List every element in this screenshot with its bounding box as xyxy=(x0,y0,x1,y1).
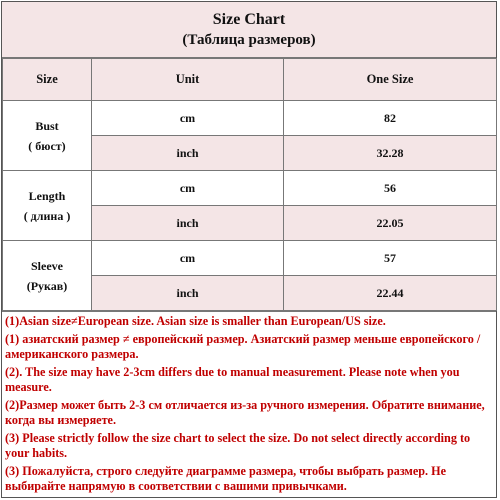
value-cell: 57 xyxy=(284,241,497,276)
size-label-bust xyxy=(3,101,92,171)
unit-cell: inch xyxy=(92,136,284,171)
notes-section xyxy=(2,311,496,494)
value-cell: 22.44 xyxy=(284,276,497,311)
size-label: Length xyxy=(28,188,66,203)
note-3-en: (3) Please strictly follow the size chart to select the size. Do not select directly according to your habits. xyxy=(5,431,471,460)
note-2-ru: (2)Размер может быть 2-3 см отличается из-за ручного измерения. Обратите внимание, когда вы измеряете. xyxy=(5,398,485,427)
unit-cell: inch xyxy=(92,276,284,311)
table-row xyxy=(3,241,497,276)
size-label-ru: (Рукав) xyxy=(26,278,68,293)
value-cell: 32.28 xyxy=(284,136,497,171)
note-1-ru: (1) азиатский размер ≠ европейский размер. Азиатский размер меньше европейского / американского размера. xyxy=(5,332,481,361)
note-1-en: (1)Asian size≠European size. Asian size is smaller than European/US size. xyxy=(5,314,386,328)
value-cell: 82 xyxy=(284,101,497,136)
value-cell: 56 xyxy=(284,171,497,206)
chart-title: Size Chart xyxy=(212,10,286,28)
unit-cell: cm xyxy=(92,241,284,276)
size-label-ru: ( бюст) xyxy=(28,138,66,153)
note-3-ru: (3) Пожалуйста, строго следуйте диаграмме размера, чтобы выбрать размер. Не выбирайте напрямую в соответствии с вашими привычками. xyxy=(5,464,447,493)
size-table xyxy=(2,58,497,311)
size-label-length xyxy=(3,171,92,241)
header-unit: Unit xyxy=(92,59,284,101)
unit-cell: inch xyxy=(92,206,284,241)
chart-subtitle: (Таблица размеров) xyxy=(182,31,316,48)
size-chart xyxy=(1,1,497,498)
value-cell: 22.05 xyxy=(284,206,497,241)
unit-cell: cm xyxy=(92,101,284,136)
size-label-sleeve xyxy=(3,241,92,311)
size-label: Bust xyxy=(35,118,59,133)
size-label: Sleeve xyxy=(31,258,63,273)
table-header-row xyxy=(3,59,497,101)
table-row xyxy=(3,101,497,136)
size-label-ru: ( длина ) xyxy=(23,208,71,223)
table-row xyxy=(3,171,497,206)
note-2-en: (2). The size may have 2-3cm differs due to manual measurement. Please note when you measure. xyxy=(5,365,460,394)
header-one-size: One Size xyxy=(284,59,497,101)
unit-cell: cm xyxy=(92,171,284,206)
title-block xyxy=(2,2,496,58)
header-size: Size xyxy=(3,59,92,101)
